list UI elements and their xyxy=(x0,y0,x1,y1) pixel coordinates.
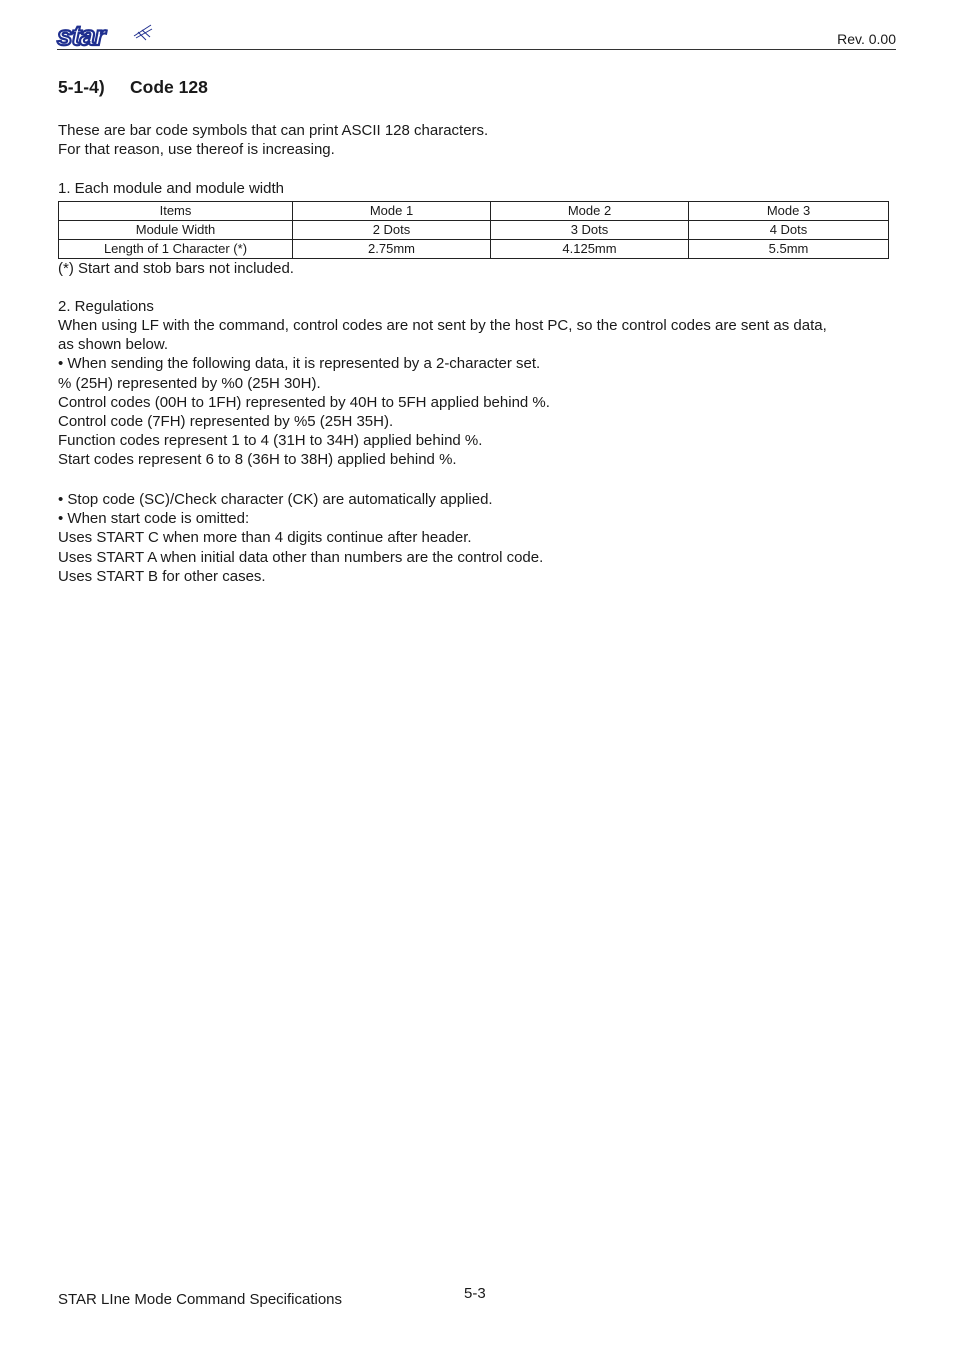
page-number: 5-3 xyxy=(464,1285,486,1302)
table-header-cell: Items xyxy=(59,202,293,221)
table-cell: 3 Dots xyxy=(491,221,689,240)
table-footnote: (*) Start and stob bars not included. xyxy=(58,260,294,277)
stop-note-line: Uses START C when more than 4 digits continue after header. xyxy=(58,529,472,547)
stop-note-line: • Stop code (SC)/Check character (CK) are automatically applied. xyxy=(58,491,493,508)
table-cell: 2.75mm xyxy=(293,240,491,259)
intro-line: These are bar code symbols that can print ASCII 128 characters. xyxy=(58,122,489,139)
stop-note-line: • When start code is omitted: xyxy=(58,510,250,528)
svg-text:star: star xyxy=(57,22,105,50)
intro-line: For that reason, use thereof is increasing. xyxy=(58,141,335,159)
table-row xyxy=(59,221,889,240)
module-width-table xyxy=(58,201,889,259)
footer-document-title: STAR LIne Mode Command Specifications xyxy=(58,1291,343,1308)
table-cell: 2 Dots xyxy=(293,221,491,240)
intro-paragraph xyxy=(58,121,488,159)
table-header-row xyxy=(59,202,889,221)
table-cell: 4 Dots xyxy=(689,221,889,240)
module-heading: 1. Each module and module width xyxy=(58,180,284,197)
table-header-cell: Mode 3 xyxy=(689,202,889,221)
stop-note-line: Uses START B for other cases. xyxy=(58,567,266,585)
regulation-line: Start codes represent 6 to 8 (36H to 38H) applied behind %. xyxy=(58,451,457,469)
revision-label: Rev. 0.00 xyxy=(837,31,896,47)
header-divider xyxy=(57,49,896,50)
table-row xyxy=(59,240,889,259)
star-logo xyxy=(56,22,156,50)
table-header-cell: Mode 1 xyxy=(293,202,491,221)
regulation-line: % (25H) represented by %0 (25H 30H). xyxy=(58,374,321,392)
stop-note-line: Uses START A when initial data other than numbers are the control code. xyxy=(58,548,544,566)
table-cell: Length of 1 Character (*) xyxy=(59,240,293,259)
regulations-body xyxy=(58,316,898,470)
table-cell: 5.5mm xyxy=(689,240,889,259)
table-cell: 4.125mm xyxy=(491,240,689,259)
regulation-line: When using LF with the command, control codes are not sent by the host PC, so the control codes are sent as data, xyxy=(58,317,827,334)
section-number: 5-1-4) xyxy=(58,77,105,97)
regulation-line: as shown below. xyxy=(58,336,169,354)
stop-code-notes xyxy=(58,490,543,586)
regulation-line: • When sending the following data, it is represented by a 2-character set. xyxy=(58,355,541,373)
regulation-line: Control codes (00H to 1FH) represented by 40H to 5FH applied behind %. xyxy=(58,393,550,411)
regulation-line: Control code (7FH) represented by %5 (25H 35H). xyxy=(58,413,394,431)
section-title xyxy=(58,77,208,98)
section-name: Code 128 xyxy=(130,77,208,97)
table-cell: Module Width xyxy=(59,221,293,240)
table-header-cell: Mode 2 xyxy=(491,202,689,221)
regulations-heading: 2. Regulations xyxy=(58,298,154,315)
regulation-line: Function codes represent 1 to 4 (31H to 34H) applied behind %. xyxy=(58,432,483,450)
